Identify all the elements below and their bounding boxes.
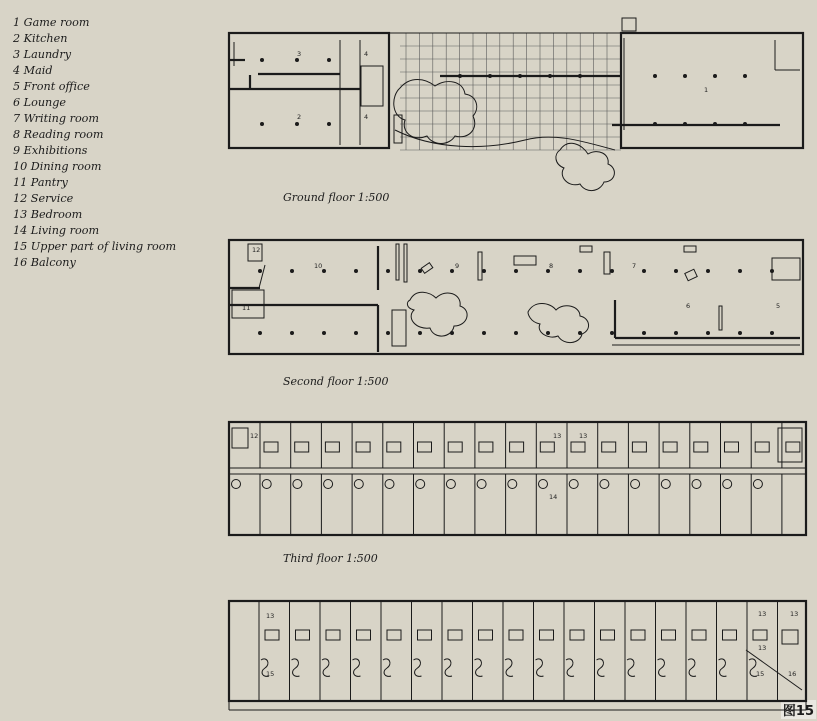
fireplace: [354, 480, 363, 489]
column-dot: [642, 269, 646, 273]
fireplace: [753, 480, 762, 489]
column-dot: [327, 122, 331, 126]
column-dot: [713, 122, 717, 126]
column-dot: [418, 331, 422, 335]
ground-room-labels: [297, 50, 708, 121]
bath-block: [753, 630, 767, 640]
column-dot: [450, 331, 454, 335]
room-label: 13: [758, 644, 767, 652]
room-label: 14: [549, 493, 558, 501]
stair-curve: [688, 659, 696, 676]
column-dot: [327, 58, 331, 62]
column-dot: [546, 331, 550, 335]
ground-columns: [260, 58, 747, 126]
stair-curve: [566, 659, 574, 676]
column-dot: [683, 122, 687, 126]
room-label: 16: [788, 670, 797, 678]
column-dot: [482, 331, 486, 335]
bath-block: [601, 630, 615, 640]
bath-block: [571, 442, 585, 452]
room-label: 12: [250, 432, 259, 440]
legend-item: 6 Lounge: [13, 96, 67, 109]
column-dot: [743, 122, 747, 126]
column-dot: [514, 331, 518, 335]
room-label: 12: [252, 246, 261, 254]
bath-block: [326, 630, 340, 640]
column-dot: [354, 331, 358, 335]
fireplace: [477, 480, 486, 489]
room-label: 1: [704, 86, 709, 94]
stair-curve: [322, 659, 330, 676]
second-floor-plan: [229, 240, 803, 354]
legend-item: 10 Dining room: [13, 160, 102, 173]
room-label: 11: [242, 304, 251, 312]
bath-block: [418, 442, 432, 452]
column-dot: [295, 122, 299, 126]
column-dot: [260, 58, 264, 62]
stair-curve: [627, 659, 635, 676]
fireplace: [385, 480, 394, 489]
column-dot: [290, 269, 294, 273]
column-dot: [386, 269, 390, 273]
column-dot: [290, 331, 294, 335]
bath-block: [692, 630, 706, 640]
column-dot: [578, 331, 582, 335]
stair-curve: [475, 659, 483, 676]
column-dot: [458, 74, 462, 78]
column-dot: [578, 74, 582, 78]
fourth-floor-plan: [229, 601, 806, 710]
column-dot: [322, 269, 326, 273]
legend-item: 13 Bedroom: [13, 208, 83, 221]
column-dot: [482, 269, 486, 273]
column-dot: [738, 269, 742, 273]
column-dot: [260, 122, 264, 126]
room-label: 3: [297, 50, 302, 58]
stair-curve: [353, 659, 361, 676]
ground-floor-caption: Ground floor 1:500: [283, 191, 390, 204]
bath-block: [418, 630, 432, 640]
bath-block: [510, 442, 524, 452]
stair-curve: [536, 659, 544, 676]
room-label: 10: [314, 262, 323, 270]
column-dot: [674, 269, 678, 273]
column-dot: [683, 74, 687, 78]
bath-block: [448, 442, 462, 452]
column-dot: [770, 269, 774, 273]
legend-item: 11 Pantry: [13, 176, 68, 189]
bath-block: [296, 630, 310, 640]
bath-block: [725, 442, 739, 452]
garden-outline: [394, 80, 615, 191]
room-label: 9: [455, 262, 460, 270]
column-dot: [488, 74, 492, 78]
column-dot: [743, 74, 747, 78]
room-label: 2: [297, 113, 302, 121]
room-label: 13: [758, 610, 767, 618]
room-label: 15: [266, 670, 275, 678]
column-dot: [450, 269, 454, 273]
legend-item: 16 Balcony: [13, 256, 76, 269]
third-floor-plan: [229, 422, 806, 535]
fourth-room-labels: [266, 610, 798, 678]
stair-curve: [414, 659, 422, 676]
bath-block: [509, 630, 523, 640]
column-dot: [518, 74, 522, 78]
fireplace: [661, 480, 670, 489]
room-label: 15: [756, 670, 765, 678]
stair-curve: [292, 659, 300, 676]
column-dot: [258, 331, 262, 335]
stair-curve: [383, 659, 391, 676]
fireplace: [508, 480, 517, 489]
fireplace: [631, 480, 640, 489]
bath-block: [694, 442, 708, 452]
third-bedroom-units: [232, 422, 800, 535]
legend-item: 12 Service: [13, 192, 74, 205]
bath-block: [387, 630, 401, 640]
room-label: 6: [686, 302, 691, 310]
terrace-grid: [389, 33, 621, 150]
bath-block: [295, 442, 309, 452]
second-columns: [258, 269, 774, 335]
room-label: 7: [632, 262, 637, 270]
bath-block: [632, 442, 646, 452]
column-dot: [706, 331, 710, 335]
legend-item: 5 Front office: [13, 80, 90, 93]
column-dot: [548, 74, 552, 78]
ground-floor-plan: [229, 18, 803, 191]
bath-block: [663, 442, 677, 452]
bath-block: [755, 442, 769, 452]
column-dot: [642, 331, 646, 335]
room-label: 13: [553, 432, 562, 440]
fireplace: [600, 480, 609, 489]
legend-item: 14 Living room: [13, 224, 100, 237]
fireplace: [262, 480, 271, 489]
room-label: 13: [266, 612, 275, 620]
bath-block: [264, 442, 278, 452]
column-dot: [713, 74, 717, 78]
bath-block: [602, 442, 616, 452]
legend-item: 9 Exhibitions: [13, 144, 88, 157]
column-dot: [295, 58, 299, 62]
column-dot: [706, 269, 710, 273]
column-dot: [653, 122, 657, 126]
column-dot: [418, 269, 422, 273]
fireplace: [293, 480, 302, 489]
column-dot: [322, 331, 326, 335]
bath-block: [387, 442, 401, 452]
bath-block: [479, 442, 493, 452]
fireplace: [232, 480, 241, 489]
fireplace: [692, 480, 701, 489]
room-label: 4: [364, 50, 369, 58]
fireplace: [569, 480, 578, 489]
stair-curve: [597, 659, 605, 676]
bath-block: [570, 630, 584, 640]
column-dot: [738, 331, 742, 335]
room-label: 5: [776, 302, 781, 310]
legend-item: 3 Laundry: [13, 48, 72, 61]
legend-item: 15 Upper part of living room: [13, 240, 177, 253]
second-floor-caption: Second floor 1:500: [283, 375, 389, 388]
room-label: 13: [579, 432, 588, 440]
column-dot: [770, 331, 774, 335]
legend-item: 1 Game room: [13, 16, 90, 29]
bath-block: [723, 630, 737, 640]
column-dot: [674, 331, 678, 335]
figure-label: 图15: [781, 700, 816, 719]
bath-block: [448, 630, 462, 640]
legend-item: 8 Reading room: [13, 128, 104, 141]
fireplace: [446, 480, 455, 489]
fireplace: [539, 480, 548, 489]
stair-curve: [658, 659, 666, 676]
bath-block: [325, 442, 339, 452]
column-dot: [354, 269, 358, 273]
column-dot: [653, 74, 657, 78]
bath-block: [540, 442, 554, 452]
fireplace: [324, 480, 333, 489]
bath-block: [631, 630, 645, 640]
bath-block: [357, 630, 371, 640]
room-label: 13: [790, 610, 799, 618]
room-label: 4: [364, 113, 369, 121]
column-dot: [610, 331, 614, 335]
bath-block: [662, 630, 676, 640]
legend-item: 2 Kitchen: [13, 32, 68, 45]
legend-item: 4 Maid: [13, 64, 53, 77]
stair-curve: [719, 659, 727, 676]
column-dot: [610, 269, 614, 273]
third-floor-caption: Third floor 1:500: [283, 552, 378, 565]
bath-block: [356, 442, 370, 452]
bath-block: [786, 442, 800, 452]
bath-block: [265, 630, 279, 640]
bath-block: [540, 630, 554, 640]
fireplace: [723, 480, 732, 489]
column-dot: [258, 269, 262, 273]
stair-curve: [444, 659, 452, 676]
bath-block: [479, 630, 493, 640]
fireplace: [416, 480, 425, 489]
fourth-gallery-units: [259, 601, 778, 701]
column-dot: [578, 269, 582, 273]
column-dot: [514, 269, 518, 273]
stair-curve: [505, 659, 513, 676]
room-label: 8: [549, 262, 554, 270]
second-room-labels: [242, 246, 780, 312]
column-dot: [386, 331, 390, 335]
legend-item: 7 Writing room: [13, 112, 100, 125]
